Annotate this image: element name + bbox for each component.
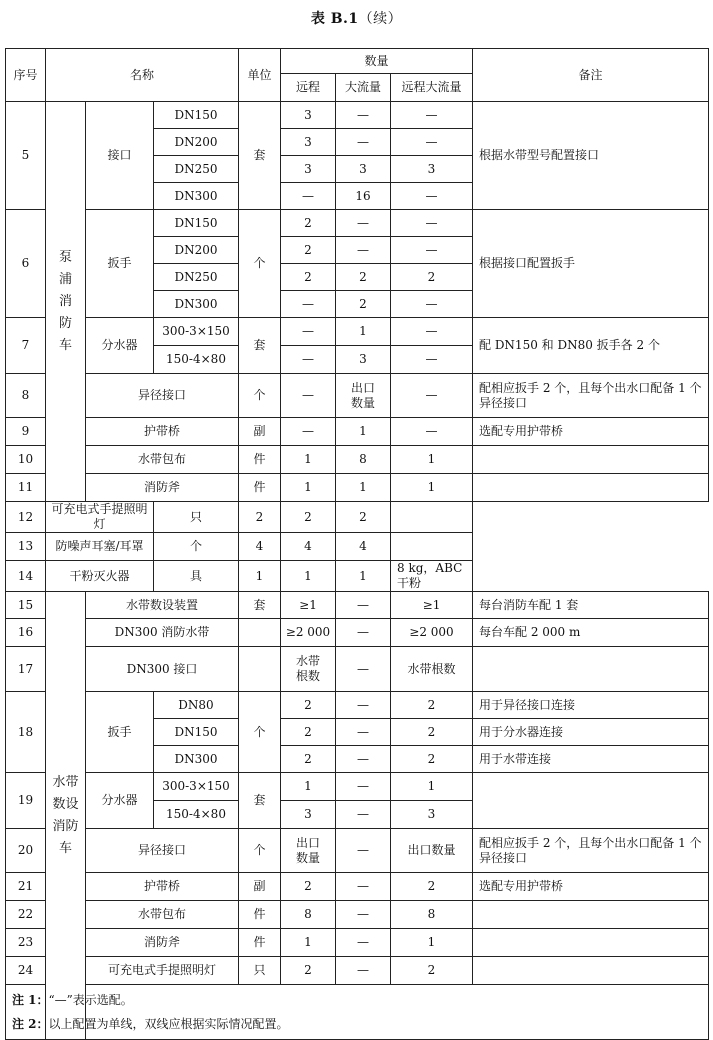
qty-large: 2	[336, 264, 391, 291]
group-pump-truck: 泵 浦 消 防 车	[46, 102, 86, 502]
spec-cell: DN250	[154, 264, 239, 291]
remark-cell: 用于分水器连接	[473, 719, 709, 746]
item-name: 扳手	[86, 692, 154, 773]
item-name: 防噪声耳塞/耳罩	[46, 533, 154, 561]
table-row	[6, 418, 709, 446]
qty-remote: 2	[239, 502, 281, 533]
qty-remote-large: 1	[391, 773, 473, 801]
qty-large: —	[336, 619, 391, 647]
spec-cell: 300-3×150	[154, 773, 239, 801]
unit-cell: 只	[154, 502, 239, 533]
item-name: 可充电式手提照明灯	[46, 502, 154, 533]
header-seq: 序号	[6, 49, 46, 102]
qty-remote: 3	[281, 102, 336, 129]
qty-large: —	[336, 801, 391, 829]
remark-cell	[391, 502, 473, 533]
unit-cell: 副	[239, 873, 281, 901]
qty-remote-large: 出口数量	[391, 829, 473, 873]
qty-large: —	[336, 237, 391, 264]
item-name: 水带数设装置	[86, 592, 239, 619]
seq-cell: 11	[6, 474, 46, 502]
qty-remote: 2	[281, 957, 336, 985]
qty-large: —	[336, 746, 391, 773]
qty-large: —	[336, 592, 391, 619]
qty-large: —	[336, 873, 391, 901]
qty-remote-large: 2	[391, 957, 473, 985]
unit-cell	[239, 647, 281, 692]
header-unit: 单位	[239, 49, 281, 102]
qty-remote: 1	[281, 929, 336, 957]
qty-remote-large: 3	[391, 801, 473, 829]
remark-cell: 用于水带连接	[473, 746, 709, 773]
qty-remote-large: —	[391, 346, 473, 374]
unit-cell: 件	[239, 446, 281, 474]
qty-large: —	[336, 829, 391, 873]
seq-cell: 22	[6, 901, 46, 929]
spec-cell: 150-4×80	[154, 801, 239, 829]
table-row	[6, 592, 709, 619]
qty-remote: —	[281, 291, 336, 318]
remark-cell: 每台消防车配 1 套	[473, 592, 709, 619]
remark-cell: 选配专用护带桥	[473, 873, 709, 901]
spec-cell: DN300	[154, 746, 239, 773]
table-row	[6, 957, 709, 985]
equipment-table	[5, 48, 709, 1040]
unit-cell	[239, 619, 281, 647]
qty-large: —	[336, 719, 391, 746]
item-name: 干粉灭火器	[46, 561, 154, 592]
item-name: 异径接口	[86, 374, 239, 418]
item-name: 消防斧	[86, 929, 239, 957]
seq-cell: 9	[6, 418, 46, 446]
qty-remote-large: 水带根数	[391, 647, 473, 692]
qty-remote: —	[281, 418, 336, 446]
qty-large: 3	[336, 156, 391, 183]
table-title-continued: （续）	[358, 11, 403, 27]
seq-cell: 23	[6, 929, 46, 957]
qty-remote-large: —	[391, 374, 473, 418]
seq-cell: 15	[6, 592, 46, 619]
table-row	[6, 692, 709, 719]
note-1-text: “—”表示选配。	[48, 993, 133, 1007]
qty-remote-large: 2	[336, 502, 391, 533]
qty-remote-large: 4	[336, 533, 391, 561]
qty-remote-large: —	[391, 102, 473, 129]
seq-cell: 6	[6, 210, 46, 318]
remark-cell	[391, 533, 473, 561]
seq-cell: 14	[6, 561, 46, 592]
remark-cell: 选配专用护带桥	[473, 418, 709, 446]
table-row	[6, 533, 709, 561]
spec-cell: 150-4×80	[154, 346, 239, 374]
qty-remote: 2	[281, 719, 336, 746]
qty-remote: 2	[281, 237, 336, 264]
qty-large: —	[336, 210, 391, 237]
group-hose-laying-truck: 水带 数设 消防 车	[46, 592, 86, 1040]
unit-cell: 具	[154, 561, 239, 592]
qty-remote: 8	[281, 901, 336, 929]
item-name: 扳手	[86, 210, 154, 318]
table-title	[0, 8, 713, 28]
header-quantity: 数量	[281, 49, 473, 74]
item-name: 可充电式手提照明灯	[86, 957, 239, 985]
qty-remote-large: 1	[391, 929, 473, 957]
qty-large: 1	[336, 474, 391, 502]
seq-cell: 12	[6, 502, 46, 533]
spec-cell: DN250	[154, 156, 239, 183]
qty-remote: 1	[281, 773, 336, 801]
table-row	[6, 619, 709, 647]
table-row	[6, 210, 709, 237]
item-name: DN300 消防水带	[86, 619, 239, 647]
seq-cell: 21	[6, 873, 46, 901]
unit-cell: 个	[239, 829, 281, 873]
qty-remote: —	[281, 318, 336, 346]
item-name: 护带桥	[86, 873, 239, 901]
spec-cell: DN300	[154, 183, 239, 210]
item-name: 水带包布	[86, 446, 239, 474]
remark-cell	[473, 474, 709, 502]
qty-large: —	[336, 901, 391, 929]
qty-large: 8	[336, 446, 391, 474]
spec-cell: DN150	[154, 210, 239, 237]
unit-cell: 套	[239, 102, 281, 210]
qty-remote-large: 3	[391, 156, 473, 183]
qty-remote-large: —	[391, 291, 473, 318]
qty-remote-large: 2	[391, 264, 473, 291]
seq-cell: 18	[6, 692, 46, 773]
remark-cell	[473, 647, 709, 692]
qty-large: 2	[281, 502, 336, 533]
remark-cell: 8 kg，ABC 干粉	[391, 561, 473, 592]
qty-large: 2	[336, 291, 391, 318]
spec-cell: DN200	[154, 129, 239, 156]
header-name: 名称	[46, 49, 239, 102]
qty-remote: —	[281, 374, 336, 418]
qty-remote: 水带 根数	[281, 647, 336, 692]
item-name: 接口	[86, 102, 154, 210]
table-row	[6, 102, 709, 129]
table-row	[6, 318, 709, 346]
qty-remote: 1	[239, 561, 281, 592]
table-row	[6, 502, 709, 533]
seq-cell: 24	[6, 957, 46, 985]
remark-cell: 根据接口配置扳手	[473, 210, 709, 318]
qty-large: 1	[281, 561, 336, 592]
item-name: 分水器	[86, 318, 154, 374]
remark-cell	[473, 773, 709, 829]
unit-cell: 只	[239, 957, 281, 985]
unit-cell: 套	[239, 773, 281, 829]
seq-cell: 17	[6, 647, 46, 692]
table-row	[6, 474, 709, 502]
qty-large: —	[336, 929, 391, 957]
item-name: 护带桥	[86, 418, 239, 446]
spec-cell: DN200	[154, 237, 239, 264]
item-name: DN300 接口	[86, 647, 239, 692]
qty-large: —	[336, 129, 391, 156]
table-row	[6, 929, 709, 957]
table-title-main: 表 B.1	[310, 11, 359, 27]
note-1	[12, 988, 702, 1012]
unit-cell: 套	[239, 318, 281, 374]
remark-cell	[473, 446, 709, 474]
qty-remote-large: 2	[391, 873, 473, 901]
remark-cell: 配相应扳手 2 个，且每个出水口配备 1 个异径接口	[473, 829, 709, 873]
unit-cell: 件	[239, 929, 281, 957]
footnote-row	[6, 985, 709, 1040]
qty-remote: ≥1	[281, 592, 336, 619]
qty-large: —	[336, 647, 391, 692]
spec-cell: DN150	[154, 719, 239, 746]
qty-remote-large: —	[391, 237, 473, 264]
item-name: 异径接口	[86, 829, 239, 873]
seq-cell: 16	[6, 619, 46, 647]
qty-large: —	[336, 102, 391, 129]
qty-remote-large: —	[391, 129, 473, 156]
qty-remote: —	[281, 183, 336, 210]
remark-cell	[473, 929, 709, 957]
unit-cell: 个	[239, 374, 281, 418]
spec-cell: DN80	[154, 692, 239, 719]
seq-cell: 10	[6, 446, 46, 474]
qty-remote-large: 1	[391, 474, 473, 502]
qty-remote: 4	[239, 533, 281, 561]
spec-cell: 300-3×150	[154, 318, 239, 346]
table-row	[6, 873, 709, 901]
qty-remote-large: 1	[336, 561, 391, 592]
qty-remote: 3	[281, 156, 336, 183]
qty-large: —	[336, 773, 391, 801]
qty-remote-large: —	[391, 210, 473, 237]
remark-cell	[473, 901, 709, 929]
qty-remote-large: —	[391, 418, 473, 446]
qty-remote-large: 1	[391, 446, 473, 474]
qty-remote-large: —	[391, 183, 473, 210]
unit-cell: 个	[239, 210, 281, 318]
qty-large: 16	[336, 183, 391, 210]
footnotes	[6, 985, 709, 1040]
table-row	[6, 374, 709, 418]
remark-cell: 用于异径接口连接	[473, 692, 709, 719]
qty-remote-large: 2	[391, 692, 473, 719]
qty-remote-large: ≥1	[391, 592, 473, 619]
table-row	[6, 773, 709, 801]
item-name: 分水器	[86, 773, 154, 829]
unit-cell: 件	[239, 474, 281, 502]
note-1-label: 注 1：	[12, 993, 49, 1007]
note-2-label: 注 2：	[12, 1017, 49, 1031]
qty-remote-large: 2	[391, 719, 473, 746]
unit-cell: 个	[154, 533, 239, 561]
header-large-flow: 大流量	[336, 74, 391, 102]
table-row	[6, 829, 709, 873]
qty-remote: ≥2 000	[281, 619, 336, 647]
remark-cell: 配 DN150 和 DN80 扳手各 2 个	[473, 318, 709, 374]
qty-remote: —	[281, 346, 336, 374]
header-remote: 远程	[281, 74, 336, 102]
item-name: 消防斧	[86, 474, 239, 502]
table-row	[6, 901, 709, 929]
qty-remote-large: —	[391, 318, 473, 346]
remark-cell	[473, 957, 709, 985]
spec-cell: DN300	[154, 291, 239, 318]
qty-remote: 3	[281, 801, 336, 829]
unit-cell: 件	[239, 901, 281, 929]
header-row-1	[6, 49, 709, 74]
table-row	[6, 446, 709, 474]
qty-remote: 2	[281, 264, 336, 291]
seq-cell: 8	[6, 374, 46, 418]
seq-cell: 5	[6, 102, 46, 210]
spec-cell: DN150	[154, 102, 239, 129]
seq-cell: 20	[6, 829, 46, 873]
remark-cell: 配相应扳手 2 个，且每个出水口配备 1 个异径接口	[473, 374, 709, 418]
remark-cell: 根据水带型号配置接口	[473, 102, 709, 210]
seq-cell: 19	[6, 773, 46, 829]
qty-remote: 3	[281, 129, 336, 156]
note-2-text: 以上配置为单线，双线应根据实际情况配置。	[48, 1017, 289, 1031]
qty-remote: 1	[281, 474, 336, 502]
qty-large: —	[336, 957, 391, 985]
unit-cell: 副	[239, 418, 281, 446]
seq-cell: 7	[6, 318, 46, 374]
qty-remote: 2	[281, 873, 336, 901]
qty-large: 4	[281, 533, 336, 561]
header-remark: 备注	[473, 49, 709, 102]
seq-cell: 13	[6, 533, 46, 561]
qty-remote: 1	[281, 446, 336, 474]
remark-cell: 每台车配 2 000 m	[473, 619, 709, 647]
qty-remote: 2	[281, 210, 336, 237]
qty-remote: 出口 数量	[281, 829, 336, 873]
qty-remote: 2	[281, 746, 336, 773]
qty-large: 出口 数量	[336, 374, 391, 418]
qty-remote-large: 8	[391, 901, 473, 929]
qty-large: 1	[336, 418, 391, 446]
header-remote-large-flow: 远程大流量	[391, 74, 473, 102]
qty-large: 1	[336, 318, 391, 346]
qty-remote: 2	[281, 692, 336, 719]
unit-cell: 套	[239, 592, 281, 619]
unit-cell: 个	[239, 692, 281, 773]
qty-large: —	[336, 692, 391, 719]
note-2	[12, 1012, 702, 1036]
table-row	[6, 647, 709, 692]
qty-remote-large: 2	[391, 746, 473, 773]
item-name: 水带包布	[86, 901, 239, 929]
qty-remote-large: ≥2 000	[391, 619, 473, 647]
table-row	[6, 561, 709, 592]
qty-large: 3	[336, 346, 391, 374]
